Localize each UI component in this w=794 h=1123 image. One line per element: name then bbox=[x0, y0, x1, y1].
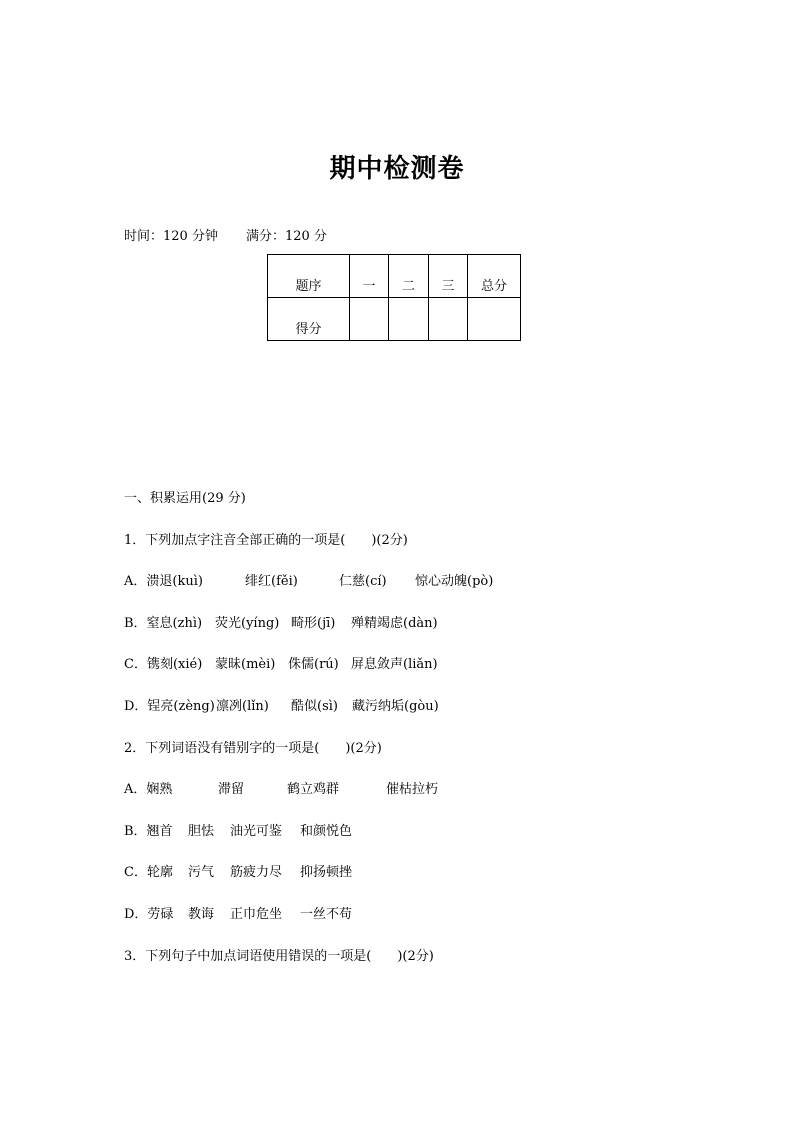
question-2-stem: 2．下列词语没有错别字的一项是( )(2分) bbox=[124, 741, 382, 756]
question-3-stem: 3．下列句子中加点词语使用错误的一项是( )(2分) bbox=[124, 949, 434, 964]
header-cell-1: 一 bbox=[350, 255, 389, 298]
option-word: 油光可鉴 bbox=[230, 824, 283, 839]
option-word: B．翘首 bbox=[124, 824, 173, 839]
header-cell-3: 三 bbox=[429, 255, 468, 298]
header-cell-total: 总分 bbox=[468, 255, 521, 298]
option-word: 蒙昧(mèi) bbox=[215, 657, 276, 672]
page-title: 期中检测卷 bbox=[329, 154, 465, 184]
exam-time: 时间：120 分钟 bbox=[124, 229, 218, 244]
score-table bbox=[267, 254, 521, 341]
option-word: 一丝不苟 bbox=[300, 907, 353, 922]
option-word: 惊心动魄(pò) bbox=[415, 574, 494, 589]
option-word: 侏儒(rú) bbox=[288, 657, 339, 672]
row-label-score: 得分 bbox=[268, 298, 350, 341]
option-word: 绯红(fěi) bbox=[245, 574, 298, 589]
option-word: 污气 bbox=[188, 865, 215, 880]
score-cell-1 bbox=[350, 298, 389, 341]
option-word: 藏污纳垢(gòu) bbox=[352, 699, 439, 714]
option-word: 畸形(jī) bbox=[291, 616, 336, 631]
option-word: A．溃退(kuì) bbox=[124, 574, 203, 589]
section-heading: 一、积累运用(29 分) bbox=[124, 491, 246, 506]
option-word: C．镌刻(xié) bbox=[124, 657, 203, 672]
header-cell-order: 题序 bbox=[268, 255, 350, 298]
option-word: 筋疲力尽 bbox=[230, 865, 283, 880]
question-2-option-b bbox=[124, 820, 352, 839]
option-word: B．窒息(zhì) bbox=[124, 616, 203, 631]
header-cell-2: 二 bbox=[389, 255, 429, 298]
exam-full-score: 满分：120 分 bbox=[245, 229, 327, 244]
option-word: 酷似(sì) bbox=[291, 699, 338, 714]
option-word: D．劳碌 bbox=[124, 907, 174, 922]
option-word: 胆怯 bbox=[188, 824, 215, 839]
option-word: A．娴熟 bbox=[124, 782, 173, 797]
question-1-option-d bbox=[124, 695, 439, 714]
question-1-stem: 1．下列加点字注音全部正确的一项是( )(2分) bbox=[124, 533, 408, 548]
option-word: 滞留 bbox=[218, 782, 245, 797]
option-word: 殚精竭虑(dàn) bbox=[351, 616, 438, 631]
option-word: 抑扬顿挫 bbox=[300, 865, 353, 880]
question-2-option-c bbox=[124, 861, 352, 880]
question-1-option-c bbox=[124, 653, 438, 672]
option-word: 教诲 bbox=[188, 907, 215, 922]
option-word: D．锃亮(zèng) bbox=[124, 699, 215, 714]
score-cell-3 bbox=[429, 298, 468, 341]
option-word: 仁慈(cí) bbox=[339, 574, 387, 589]
option-word: 催枯拉朽 bbox=[386, 782, 439, 797]
question-2-option-d bbox=[124, 903, 352, 922]
score-cell-2 bbox=[389, 298, 429, 341]
option-word: 屏息敛声(liǎn) bbox=[351, 657, 438, 672]
option-word: C．轮廓 bbox=[124, 865, 173, 880]
option-word: 鹤立鸡群 bbox=[287, 782, 340, 797]
option-word: 荧光(yíng) bbox=[215, 616, 280, 631]
option-word: 和颜悦色 bbox=[300, 824, 353, 839]
score-cell-total bbox=[468, 298, 521, 341]
score-table-score-row bbox=[268, 298, 521, 341]
question-2-option-a bbox=[124, 778, 438, 797]
option-word: 正巾危坐 bbox=[230, 907, 283, 922]
question-1-option-b bbox=[124, 612, 438, 631]
score-table-header-row bbox=[268, 255, 521, 298]
question-1-option-a bbox=[124, 570, 493, 589]
exam-info bbox=[124, 225, 327, 244]
option-word: 凛冽(lǐn) bbox=[216, 699, 269, 714]
